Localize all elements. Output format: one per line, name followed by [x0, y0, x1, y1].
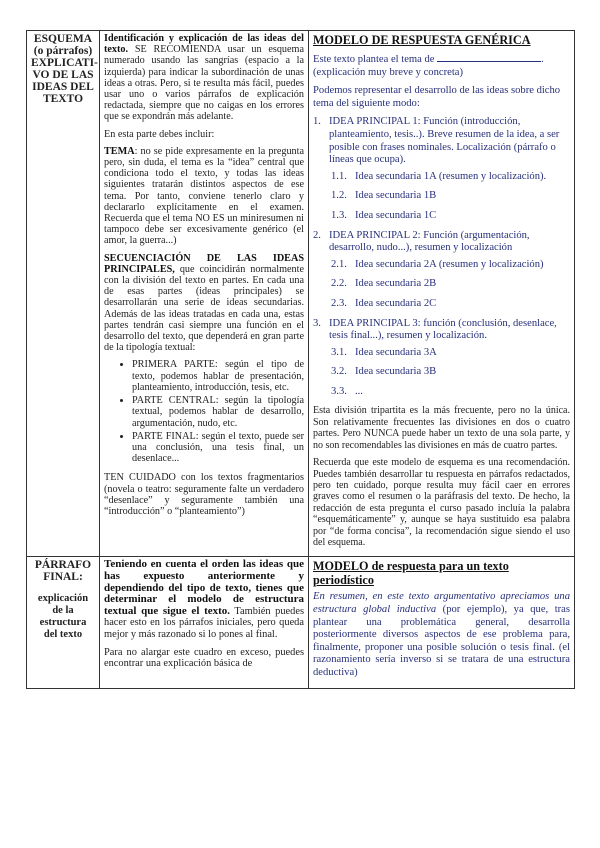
row-label-line: de la [52, 605, 74, 617]
row-label-line: del texto [43, 629, 83, 641]
row-label-line: EXPLICATI- [31, 57, 98, 69]
row-label-line: VO DE LAS [32, 69, 94, 81]
list-item: 2.3. Idea secundaria 2C [331, 297, 437, 309]
row-label-cell [27, 557, 100, 688]
list-item: 2.2. Idea secundaria 2B [331, 278, 437, 290]
list-item: 2.1. Idea secundaria 2A (resumen y localización) [331, 258, 544, 270]
row-label-line: FINAL: [43, 571, 83, 584]
include-paragraph: En esta parte debes incluir: [104, 128, 215, 140]
tema-paragraph: TEMA: no se pide expresamente en la pregunta pero, sin duda, el tema es la “idea” central que condiciona todo el texto, y todas las ideas siguientes tratarán distintos aspectos de ese tema. Por tanto, conviene tenerlo claro y declararlo explícitamente en el examen. Recuerda que el tema NO ES un miniresumen ni tampoco debe ser excesivamente genérico (el amor, la guerra...) [104, 145, 304, 247]
list-item: 3.2. Idea secundaria 3B [331, 366, 437, 378]
content-table [26, 30, 575, 689]
intro-paragraph: Identificación y explicación de las ideas del texto. SE RECOMIENDA usar un esquema numerado usando las sangrías (espacio a la izquierda) para indicar la subordinación de unas ideas a otras. Pero, si te resulta más fácil, puedes usar uno o varios párrafos de explicación redactada, siempre que no caigas en los errores que se expondrán más adelante. [104, 33, 304, 123]
list-item: 1.2. Idea secundaria 1B [331, 190, 437, 202]
row-label-line: ESQUEMA [33, 33, 93, 45]
structure-paragraph: Teniendo en cuenta el orden las ideas que has expuesto anteriormente y dependiendo del tipo de texto, tienes que determinar el modelo de estructura textual que sigue el texto. También puedes hacer esto en los párrafos iniciales, pero queda mejor y más razonado si lo pones al final. [104, 558, 304, 640]
model-heading: MODELO de respuesta para un texto periodístico [313, 559, 509, 588]
division-note: Esta división tripartita es la más frecuente, pero no la única. Son relativamente frecuentes las divisiones en dos o cuatro partes. Pero NUNCA puede haber un texto de una sola parte, y no son recomendables las divisiones en más de cuatro partes. [313, 405, 570, 451]
list-item: 1. IDEA PRINCIPAL 1: Función (introducción, planteamiento, tesis..). Breve resumen de la idea, a ser posible con frases nominales. Localización (párrafo o líneas que ocupa). [313, 116, 560, 166]
model-intro: Este texto plantea el tema de . (explicación muy breve y concreta) [313, 51, 570, 79]
instructions-cell [100, 31, 309, 557]
row-label-line: TEXTO [42, 93, 84, 105]
warning-paragraph: TEN CUIDADO con los textos fragmentarios (novela o teatro: seguramente falte un verdadero “desenlace” y seguramente también una “introducción” o “planteamiento”) [104, 472, 304, 517]
recommendation-note: Recuerda que este modelo de esquema es una recomendación. Puedes también desarrollar tu respuesta en párrafos redactados, pero ten cuidado, porque resulta muy fácil caer en errores graves como el resumen o la paráfrasis del texto. De hecho, la redacción de esta pregunta el curso pasado incluía la palabra “esquemáticamente” y, aunque se haya sustituido esa palabra por “de forma concisa”, la recomendación sigue siendo el uso del esquema. [313, 457, 570, 548]
row-label-cell [27, 31, 100, 557]
list-item: 3. IDEA PRINCIPAL 3: función (conclusión, desenlace, tesis final...), resumen y localización. [313, 317, 557, 342]
row-label-line: estructura [39, 617, 87, 629]
example-answer: En resumen, en este texto argumentativo apreciamos una estructura global inductiva (por ejemplo), ya que, tras plantear una problemática general, desarrolla posteriormente diversos aspectos de ese problema para, finalmente, proponer una posible solución o tesis final. (el razonamiento sería inverso si se tratara de una estructura deductiva) [313, 591, 570, 678]
model-intro-2: Podemos representar el desarrollo de las ideas sobre dicho tema del siguiente modo: [313, 85, 561, 109]
note-paragraph: Para no alargar este cuadro en exceso, puedes encontrar una explicación básica de [104, 646, 304, 670]
ideas-outline [313, 116, 570, 398]
instructions-cell [100, 557, 309, 688]
blank-line [437, 51, 541, 62]
table-row [27, 557, 575, 688]
model-heading: MODELO DE RESPUESTA GENÉRICA [313, 33, 531, 47]
list-item: • PARTE CENTRAL: según la tipología textual, podemos hablar de desarrollo, argumentación, nudo, etc. [132, 395, 304, 429]
list-item: 2. IDEA PRINCIPAL 2: Función (argumentación, desarrollo, nudo...), resumen y localización [313, 229, 530, 254]
parts-list [104, 359, 304, 464]
model-answer-cell [309, 557, 575, 688]
row-label-line: explicación [37, 593, 89, 605]
row-sublabel [31, 593, 95, 641]
list-item: 1.3. Idea secundaria 1C [331, 209, 437, 221]
row-label-line: PÁRRAFO [34, 559, 92, 572]
list-item: 3.3. ... [331, 385, 363, 397]
model-answer-cell [309, 31, 575, 557]
table-row [27, 31, 575, 557]
list-item: • PARTE FINAL: según el texto, puede ser una conclusión, una tesis final, un desenlace... [132, 431, 304, 465]
list-item: 3.1. Idea secundaria 3A [331, 346, 437, 358]
row-label-line: IDEAS DEL [32, 81, 94, 93]
list-item: 1.1. Idea secundaria 1A (resumen y localización). [331, 170, 547, 182]
secuenciacion-paragraph: SECUENCIACIÓN DE LAS IDEAS PRINCIPALES, que coincidirán normalmente con la división del texto en partes. En cada una de esas partes (ideas principales) se desarrollarán una serie de ideas secundarias. Además de las ideas tratadas en cada una, estas partes tendrán casi siempre una función en el desarrollo del texto, que dependerá en gran parte de la tipología textual: [104, 252, 304, 354]
row-label-line: (o párrafos) [33, 45, 93, 57]
list-item: • PRIMERA PARTE: según el tipo de texto, podemos hablar de presentación, planteamiento, introducción, tesis, etc. [132, 359, 304, 393]
